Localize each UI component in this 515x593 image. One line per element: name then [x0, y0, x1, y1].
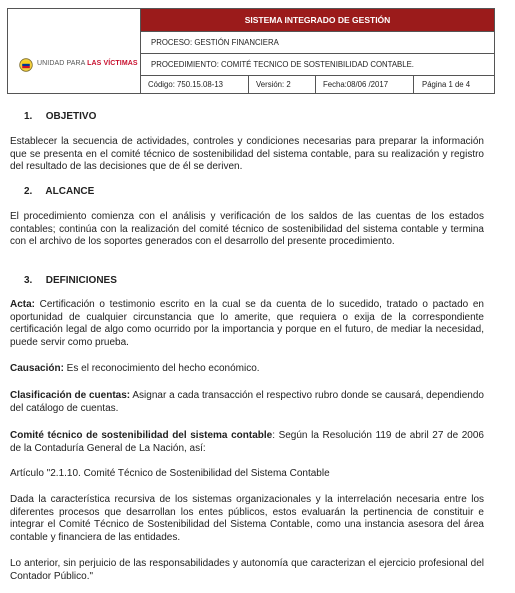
section-number: 1. — [24, 111, 33, 122]
fecha-cell: Fecha:08/06 /2017 — [316, 76, 414, 93]
section-heading-objetivo — [10, 111, 96, 122]
paragraph-alcance: El procedimiento comienza con el análisis y verificación de los saldos de las cuentas de los estados contables; continúa con la realización del comité técnico de sostenibilidad del sistema contable y termina con el archivo de los soportes generados con el desarrollo del presente procedimiento. — [10, 211, 484, 247]
definition-clasificacion — [10, 390, 484, 415]
paragraph-objetivo: Establecer la secuencia de actividades, controles y condiciones necesarias para preparar la información que se presenta en el comité técnico de sostenibilidad del sistema contable, para su realización y registro del resultado de las decisiones que de él se deriven. — [10, 136, 484, 172]
definition-comite — [10, 430, 484, 455]
logo-text — [37, 60, 138, 67]
system-title: SISTEMA INTEGRADO DE GESTIÓN — [141, 9, 494, 31]
section-number: 2. — [24, 186, 33, 197]
section-number: 3. — [24, 275, 33, 286]
logo-prefix: UNIDAD PARA — [37, 60, 88, 67]
codigo-cell: Código: 750.15.08-13 — [141, 76, 249, 93]
definition-term: Comité técnico de sostenibilidad del sistema contable — [10, 430, 273, 441]
definition-text: Es el reconocimiento del hecho económico. — [63, 363, 260, 374]
section-title: DEFINICIONES — [45, 275, 117, 286]
definition-acta — [10, 299, 484, 349]
logo-emphasis: LAS VÍCTIMAS — [87, 60, 138, 67]
paragraph-anterior: Lo anterior, sin perjuicio de las responsabilidades y autonomía que caracterizan el ejercicio profesional del Contador Público." — [10, 558, 484, 582]
definition-text: Certificación o testimonio escrito en la cual se da cuenta de lo sucedido, tratado o pactado en oportunidad de cualquier circunstancia que lo amerite, que requiera o exija de la correspondiente certificación legal de algo como ocurrido por la importancia y porque en el futuro, de mediar la necesidad, puede servir como prueba. — [10, 299, 484, 348]
section-title: ALCANCE — [45, 186, 95, 197]
procedimiento-row: PROCEDIMIENTO: COMITÉ TECNICO DE SOSTENIBILIDAD CONTABLE. — [141, 53, 494, 75]
pagina-cell: Página 1 de 4 — [422, 80, 471, 89]
definition-text: Asignar a cada transacción el respectivo rubro donde se causará, dependiendo del catálogo de cuentas. — [10, 390, 484, 414]
definition-term: Acta: — [10, 299, 36, 310]
paragraph-articulo: Artículo "2.1.10. Comité Técnico de Sostenibilidad del Sistema Contable — [10, 468, 330, 479]
definition-term: Causación: — [10, 363, 64, 374]
section-heading-alcance — [10, 186, 94, 197]
metadata-row — [141, 75, 494, 93]
proceso-row: PROCESO: GESTIÓN FINANCIERA — [141, 31, 494, 53]
paragraph-dada: Dada la característica recursiva de los sistemas organizacionales y la interrelación necesaria entre los diferentes procesos que desarrollan los entes públicos, estos evaluarán la pertinencia de constituir e integrar el Comité Técnico de Sostenibilidad del Sistema Contable, como una instancia asesora del área contable y financiera de las entidades. — [10, 494, 484, 543]
section-heading-definiciones — [10, 275, 117, 286]
section-title: OBJETIVO — [45, 111, 97, 122]
definition-text: : Según la Resolución 119 de abril 27 de 2006 de la Contaduría General de La Nación, así: — [10, 430, 484, 454]
definition-causacion — [10, 363, 484, 376]
colombia-seal-icon — [19, 58, 33, 72]
version-cell: Versión: 2 — [249, 76, 316, 93]
definition-term: Clasificación de cuentas: — [10, 390, 131, 401]
document-header — [7, 8, 495, 94]
logo-cell — [8, 9, 141, 93]
